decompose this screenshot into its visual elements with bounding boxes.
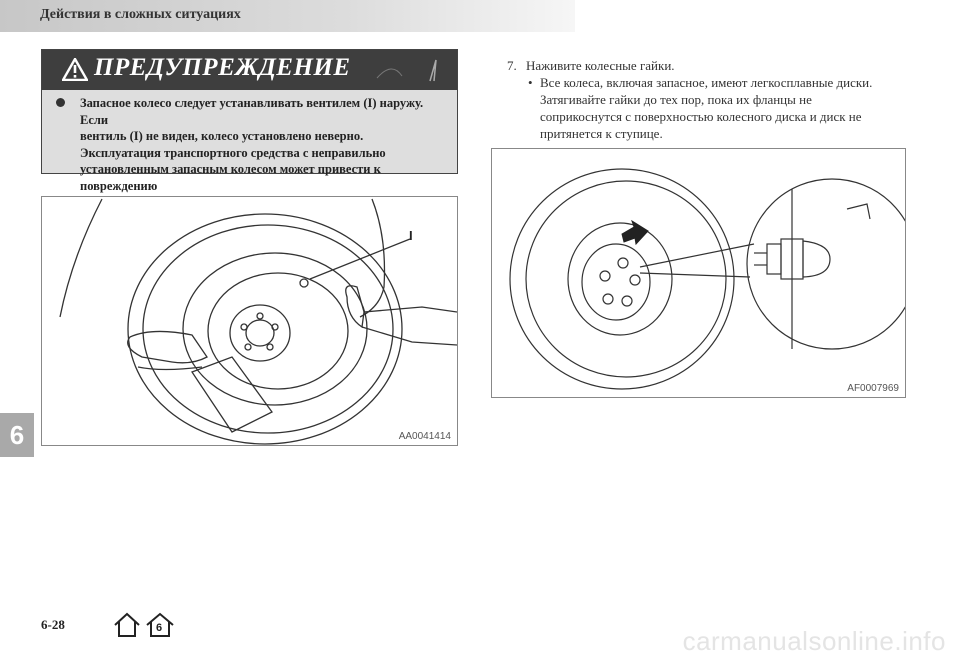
bullet-icon: [56, 98, 65, 107]
warning-line: вентиль (I) не виден, колесо установлено неверно.: [80, 129, 364, 143]
wheel-nut-illustration: [492, 149, 905, 397]
warning-box: [41, 49, 458, 193]
warning-text: [80, 95, 452, 211]
page-number: 6-28: [41, 617, 65, 632]
note-line: соприкоснутся с поверхностью колесного диска и диск не: [540, 109, 862, 124]
home-icon[interactable]: [113, 612, 141, 638]
wheel-nut-figure: [491, 148, 906, 398]
step-7: [507, 57, 927, 142]
bullet-icon: •: [528, 75, 533, 90]
header-band: [0, 0, 575, 32]
warning-line: Эксплуатация транспортного средства с неправильно: [80, 145, 386, 160]
chapter-home-label: 6: [156, 622, 163, 634]
spare-wheel-illustration: [42, 197, 457, 445]
valve-callout-label: I: [409, 228, 413, 243]
step-number: 7.: [507, 58, 517, 73]
figure-code: AF0007969: [847, 383, 899, 394]
decorative-flourish-icon: [372, 56, 452, 86]
warning-line: Запасное колесо следует устанавливать вентилем (I) наружу. Если: [80, 96, 424, 127]
note-line: Затягивайте гайки до тех пор, пока их фланцы не: [540, 92, 812, 107]
chapter-tab[interactable]: 6: [0, 413, 34, 457]
rotation-arrow-icon: [622, 221, 648, 244]
warning-header: [42, 50, 457, 90]
step-text: Наживите колесные гайки.: [526, 58, 675, 73]
warning-title: ПРЕДУПРЕЖДЕНИЕ: [94, 54, 351, 81]
warning-body: [56, 95, 452, 211]
note-line: Все колеса, включая запасное, имеют легкосплавные диски.: [540, 75, 873, 90]
warning-triangle-icon: [62, 58, 88, 81]
page-header-title: Действия в сложных ситуациях: [40, 7, 241, 22]
spare-wheel-figure: [41, 196, 458, 446]
warning-line: установленным запасным колесом может привести к повреждению: [80, 162, 381, 193]
watermark-url: carmanualsonline.info: [682, 626, 946, 656]
figure-code: AA0041414: [398, 431, 451, 442]
step-note: [526, 74, 927, 142]
note-line: притянется к ступице.: [540, 126, 663, 141]
